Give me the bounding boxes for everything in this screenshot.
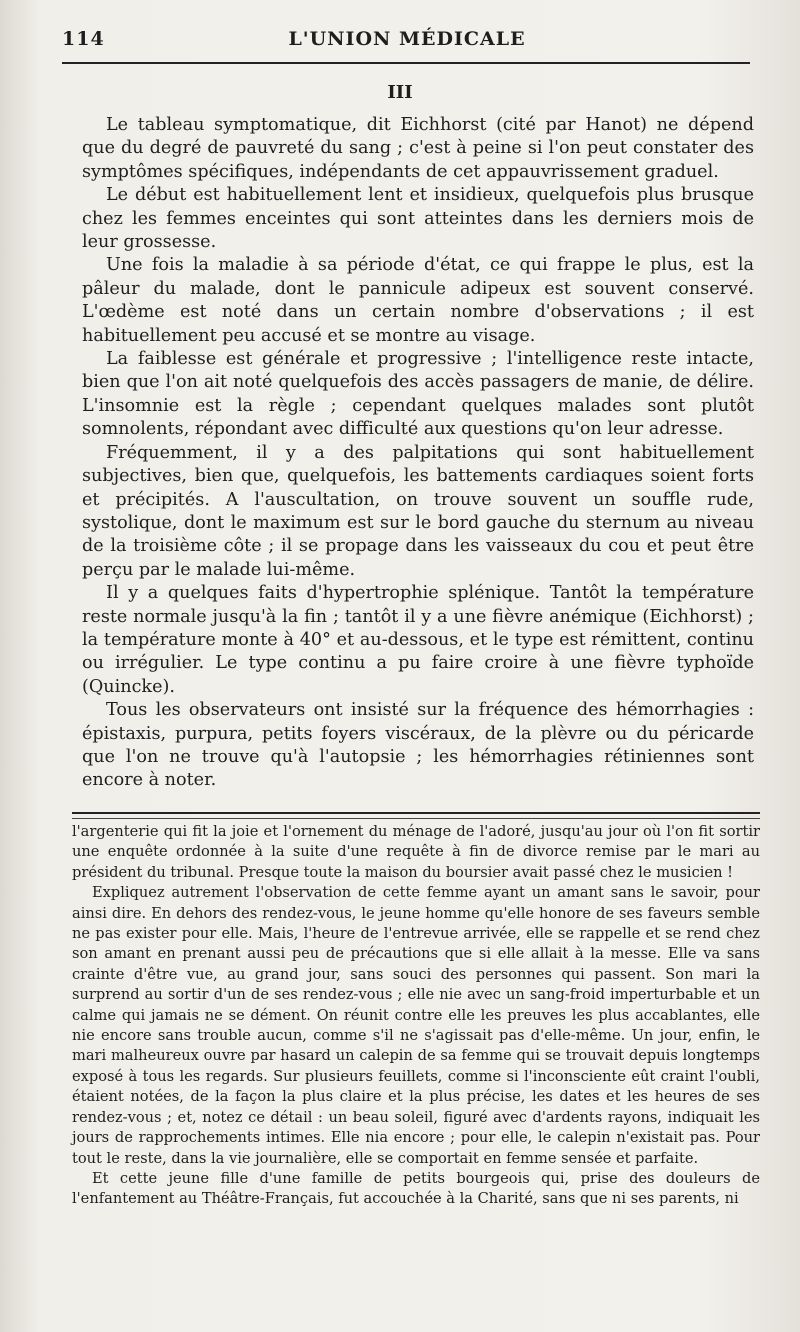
paragraph: Il y a quelques faits d'hypertrophie splénique. Tantôt la température reste normale jusqu'à la fin ; tantôt il y a une fièvre anémique (Eichhorst) ; la température monte à 40° et au-dessous, et le type est rémittent, continu ou irrégulier. Le type continu a pu faire croire à une fièvre typhoïde (Quincke).: [82, 583, 754, 697]
footnote-paragraph: Expliquez autrement l'observation de cette femme ayant un amant sans le savoir, pour ainsi dire. En dehors des rendez-vous, le jeune homme qu'elle honore de ses faveurs semble ne pas exister pour elle. Mais, l'heure de l'entrevue arrivée, elle se rappelle et se rend chez son amant en prenant aussi peu de précautions que si elle allait à la messe. Elle va sans crainte d'être vue, au grand jour, sans souci des personnes qui passent. Son mari la surprend au sortir d'un de ses rendez-vous ; elle nie avec un sang-froid imperturbable et un calme qui jamais ne se dément. On réunit contre elle les preuves les plus accablantes, elle nie encore sans trouble aucun, comme s'il ne s'agissait pas d'elle-même. Un jour, enfin, le mari malheureux ouvre par hasard un calepin de sa femme qui se trouvait depuis longtemps exposé à tous les regards. Sur plusieurs feuillets, comme si l'inconsciente eût craint l'oubli, étaient notées, de la façon la plus claire et la plus précise, les dates et les heures de ses rendez-vous ; et, notez ce détail : un beau soleil, figuré avec d'ardents rayons, indiquait les jours de rapprochements intimes. Elle nia encore ; pour elle, le calepin n'existait pas. Pour tout le reste, dans la vie journalière, elle se comportait en femme sensée et parfaite.: [72, 884, 760, 1167]
footnote-paragraph: Et cette jeune fille d'une famille de petits bourgeois qui, prise des douleurs de l'enfantement au Théâtre-Français, fut accouchée à la Charité, sans que ni ses parents, ni: [72, 1169, 760, 1208]
paragraph: Le tableau symptomatique, dit Eichhorst (cité par Hanot) ne dépend que du degré de pauvreté du sang ; c'est à peine si l'on peut constater des symptômes spécifiques, indépendants de cet appauvrissement graduel.: [82, 115, 754, 182]
paragraph: Le début est habituellement lent et insidieux, quelquefois plus brusque chez les femmes enceintes qui sont atteintes dans les derniers mois de leur grossesse.: [82, 185, 754, 253]
page-header: [62, 22, 752, 56]
main-text: [82, 114, 754, 793]
footnote-text: [72, 822, 760, 1210]
paragraph: Fréquemment, il y a des palpitations qui sont habituellement subjectives, bien que, quelquefois, les battements cardiaques soient forts et précipités. A l'auscultation, on trouve souvent un souffle rude, systolique, dont le maximum est sur le bord gauche du sternum au niveau de la troisième côte ; il se propage dans les vaisseaux du cou et peut être perçu par le malade lui-même.: [82, 442, 754, 580]
paragraph: Une fois la maladie à sa période d'état, ce qui frappe le plus, est la pâleur du malade, dont le pannicule adipeux est souvent conservé. L'œdème est noté dans un certain nombre d'observations ; il est habituellement peu accusé et se montre au visage.: [82, 255, 754, 346]
footnote-rule: [72, 812, 760, 819]
header-rule: [62, 62, 750, 64]
running-title: L'UNION MÉDICALE: [288, 28, 526, 50]
section-heading: III: [387, 82, 413, 103]
page-number: 114: [62, 28, 105, 50]
paragraph: Tous les observateurs ont insisté sur la fréquence des hémorrhagies : épistaxis, purpura, petits foyers viscéraux, de la plèvre ou du péricarde que l'on ne trouve qu'à l'autopsie ; les hémorrhagies rétiniennes sont encore à noter.: [82, 700, 754, 791]
footnote-paragraph: l'argenterie qui fit la joie et l'ornement du ménage de l'adoré, jusqu'au jour où l'on fit sortir une enquête ordonnée à la suite d'une requête à fin de divorce remise par le mari au président du tribunal. Presque toute la maison du boursier avait passé chez le musicien !: [72, 823, 760, 881]
paragraph: La faiblesse est générale et progressive ; l'intelligence reste intacte, bien que l'on ait noté quelquefois des accès passagers de manie, de délire. L'insomnie est la règle ; cependant quelques malades sont plutôt somnolents, répondant avec difficulté aux questions qu'on leur adresse.: [82, 349, 754, 440]
